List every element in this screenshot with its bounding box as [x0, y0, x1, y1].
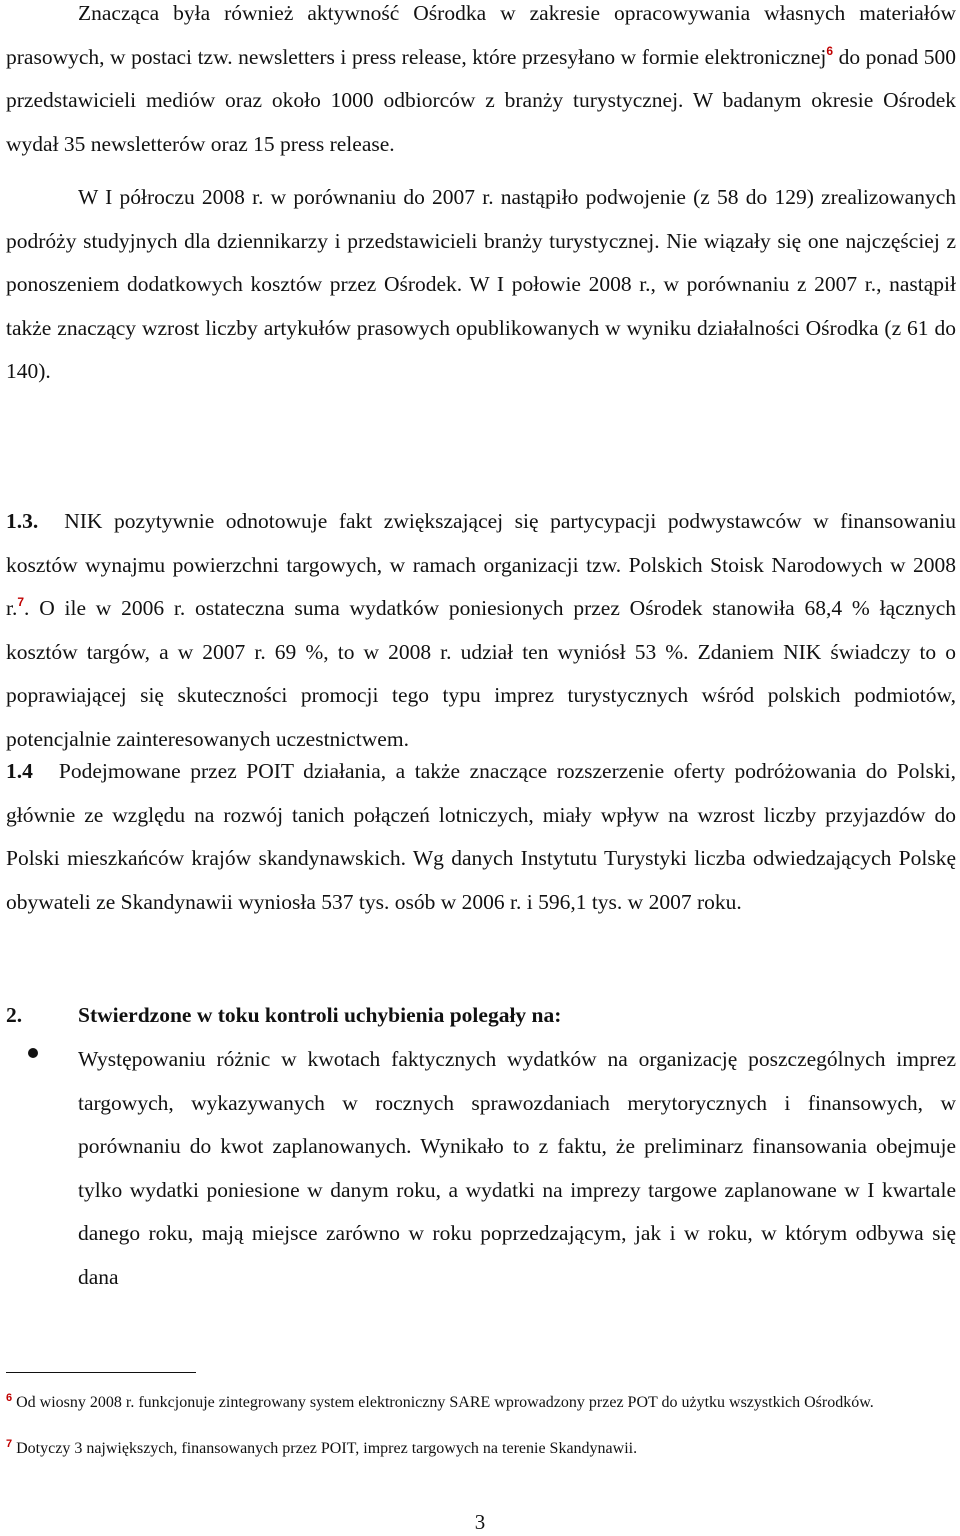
section-number: 2. — [6, 1003, 23, 1027]
paragraph-text: NIK pozytywnie odnotowuje fakt zwiększającej się partycypacji podwystawców w finansowaniu kosztów wynajmu powierzchni targowych, w ramach organizacji tzw. Polskich Stoisk Narodowych w 2008 r. — [6, 509, 956, 620]
paragraph-text: W I półroczu 2008 r. w porównaniu do 2007 r. nastąpiło podwojenie (z 58 do 129) zrealizowanych podróży studyjnych dla dziennikarzy i przedstawicieli branży turystycznej. Nie wiązały się one najczęściej z ponoszeniem dodatkowych kosztów przez Ośrodek. W I połowie 2008 r., w porównaniu z 2007 r., nastąpił także znaczący wzrost liczby artykułów prasowych opublikowanych w wyniku działalności Ośrodka (z 61 do 140). — [6, 185, 956, 383]
paragraph-study-tours — [6, 176, 956, 394]
paragraph-text: Podejmowane przez POIT działania, a także znaczące rozszerzenie oferty podróżowania do Polski, głównie ze względu na rozwój tanich połączeń lotniczych, miały wpływ na wzrost liczby przyjazdów do Polski mieszkańców krajów skandynawskich. Wg danych Instytutu Turystyki liczba odwiedzających Polskę obywateli ze Skandynawii wyniosła 537 tys. osób w 2006 r. i 596,1 tys. w 2007 roku. — [6, 759, 956, 914]
bullet-list — [6, 1038, 956, 1299]
bullet-item: Występowaniu różnic w kwotach faktycznych wydatków na organizację poszczególnych imprez targowych, wykazywanych w rocznych sprawozdaniach merytorycznych i finansowych, w porównaniu do kwot zaplanowanych. Wynikało to z faktu, że preliminarz finansowania obejmuje tylko wydatki poniesione w danym roku, a wydatki na imprezy targowe zaplanowane w I kwartale danego roku, mają miejsce zarówno w roku poprzedzającym, jak i w roku, w którym odbywa się dana — [78, 1047, 956, 1289]
paragraph-1-4 — [6, 750, 956, 924]
footnote-separator — [6, 1372, 196, 1373]
paragraph-text-continued: . O ile w 2006 r. ostateczna suma wydatków poniesionych przez Ośrodek stanowiła 68,4 % łącznych kosztów targów, a w 2007 r. 69 %, to w 2008 r. udział ten wyniósł 53 %. Zdaniem NIK świadczy to o poprawiającej się skuteczności promocji tego typu imprez turystycznych wśród polskich podmiotów, potencjalnie zainteresowanych uczestnictwem. — [6, 596, 956, 751]
section-title: Stwierdzone w toku kontroli uchybienia polegały na: — [78, 1003, 562, 1027]
footnote-text: Dotyczy 3 największych, finansowanych przez POIT, imprez targowych na terenie Skandynawii. — [12, 1440, 638, 1457]
section-2-heading — [6, 998, 956, 1032]
paragraph-press-materials — [6, 0, 956, 166]
bullet-icon — [28, 1048, 38, 1058]
footnote-7 — [6, 1438, 956, 1460]
section-number: 1.4 — [6, 759, 33, 783]
paragraph-text-continued: do ponad 500 przedstawicieli mediów oraz około 1000 odbiorców z branży turystycznej. W badanym okresie Ośrodek wydał 35 newsletterów oraz 15 press release. — [6, 44, 956, 156]
footnote-number: 6 — [6, 1392, 13, 1404]
paragraph-text: Znacząca była również aktywność Ośrodka w zakresie opracowywania własnych materiałów prasowych, w postaci tzw. newsletters i press release, które przesyłano w formie elektronicznej — [6, 1, 956, 69]
footnote-ref-6[interactable]: 6 — [826, 43, 834, 58]
footnote-number: 7 — [6, 1438, 13, 1450]
section-number: 1.3. — [6, 509, 39, 533]
footnote-6 — [6, 1392, 956, 1414]
page-number: 3 — [474, 1510, 486, 1534]
footnote-text: Od wiosny 2008 r. funkcjonuje zintegrowany system elektroniczny SARE wprowadzony przez POT do użytku wszystkich Ośrodków. — [12, 1394, 874, 1411]
paragraph-1-3 — [6, 500, 956, 761]
footnote-ref-7[interactable]: 7 — [17, 595, 25, 609]
